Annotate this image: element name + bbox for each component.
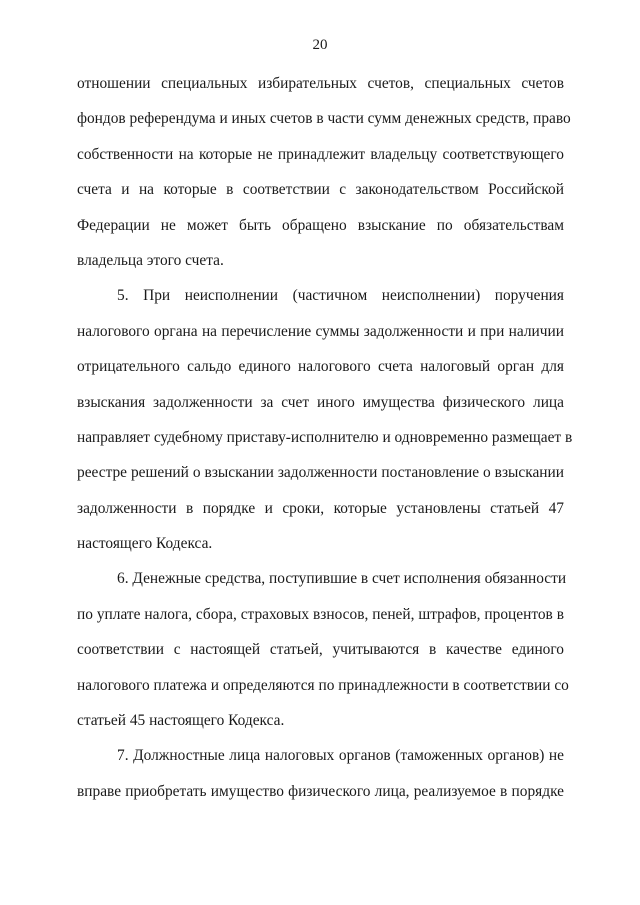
text-line: отношении специальных избирательных счетов, специальных счетов <box>77 75 564 92</box>
text-line: 6. Денежные средства, поступившие в счет исполнения обязанности <box>117 570 567 588</box>
paragraph <box>77 74 571 286</box>
text-line: счета и на которые в соответствии с законодательством Российской <box>77 181 564 199</box>
text-line: отрицательного сальдо единого налогового счета налоговый орган для <box>77 358 564 376</box>
text-line: направляет судебному приставу-исполнителю и одновременно размещает в <box>77 428 573 446</box>
text-line: собственности на которые не принадлежит владельцу соответствующего <box>77 145 564 163</box>
document-body <box>77 74 573 817</box>
text-line: налогового платежа и определяются по принадлежности в соответствии со <box>77 676 569 694</box>
text-line: взыскания задолженности за счет иного имущества физического лица <box>77 393 564 411</box>
paragraph <box>77 746 564 817</box>
text-line: вправе приобретать имущество физического лица, реализуемое в порядке <box>77 782 564 800</box>
text-line: реестре решений о взыскании задолженности постановление о взыскании <box>77 464 564 482</box>
text-line: статьей 45 настоящего Кодекса. <box>77 712 285 730</box>
text-line: фондов референдума и иных счетов в части сумм денежных средств, право <box>77 110 571 128</box>
text-line: 7. Должностные лица налоговых органов (таможенных органов) не <box>117 747 564 765</box>
text-line: 5. При неисполнении (частичном неисполнении) поручения <box>117 287 564 305</box>
text-line: Федерации не может быть обращено взыскание по обязательствам <box>77 216 564 234</box>
paragraph <box>77 569 569 746</box>
text-line: задолженности в порядке и сроки, которые установлены статьей 47 <box>77 499 564 517</box>
text-line: по уплате налога, сбора, страховых взносов, пеней, штрафов, процентов в <box>77 605 564 623</box>
text-line: владельца этого счета. <box>77 251 224 269</box>
text-line: соответствии с настоящей статьей, учитываются в качестве единого <box>77 641 564 659</box>
text-line: настоящего Кодекса. <box>77 535 213 553</box>
text-line: налогового органа на перечисление суммы задолженности и при наличии <box>77 322 564 340</box>
page-number: 20 <box>312 37 328 53</box>
paragraph <box>77 286 573 569</box>
